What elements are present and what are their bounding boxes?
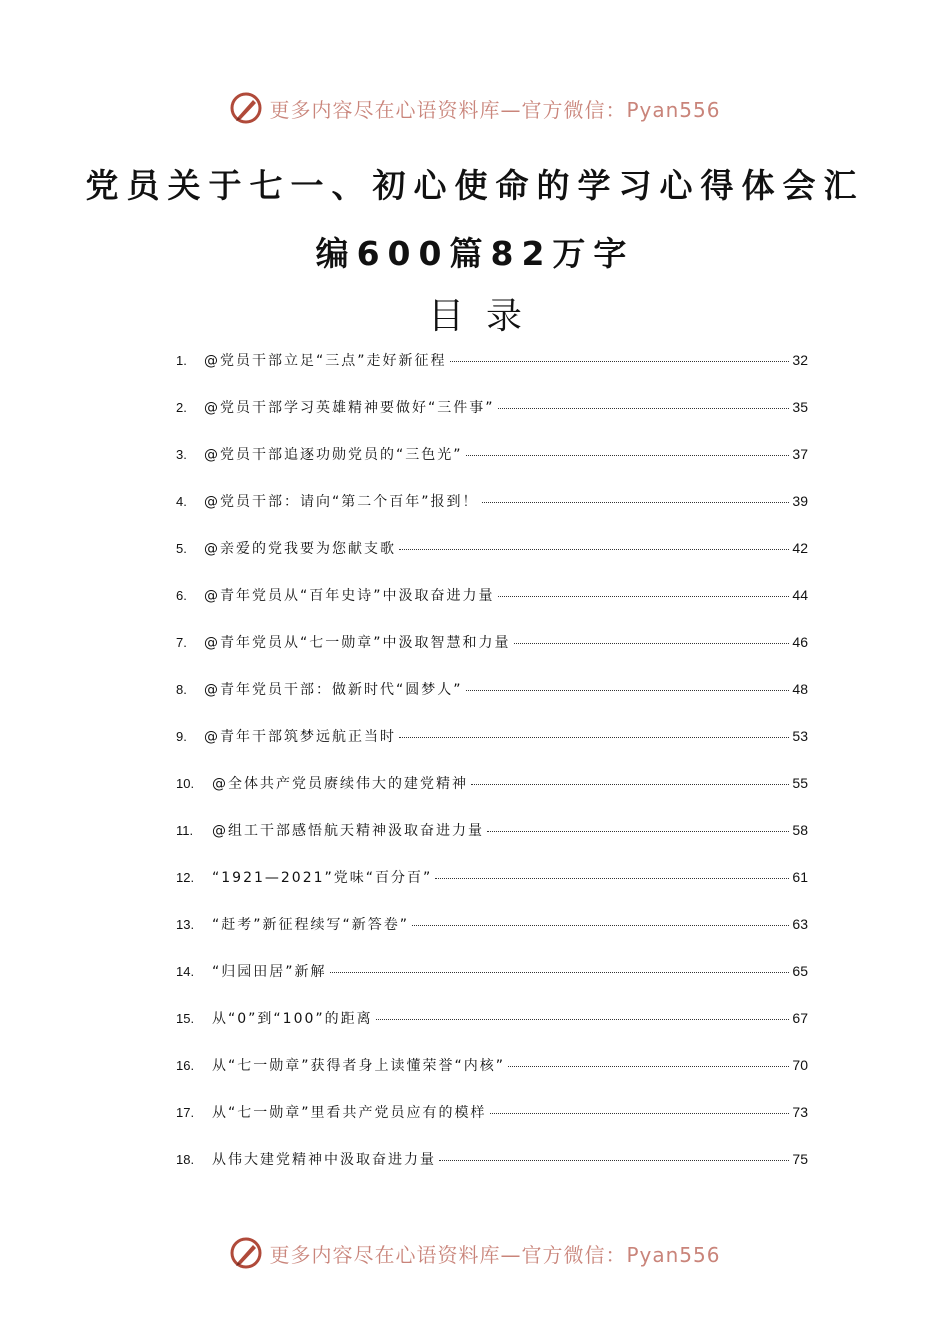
toc-entry-number: 10. — [176, 776, 195, 791]
toc-entry[interactable] — [176, 491, 808, 538]
toc-entry-title[interactable]: @党员干部立足“三点”走好新征程 — [204, 353, 447, 369]
toc-entry[interactable] — [176, 867, 808, 914]
table-of-contents — [176, 350, 808, 1196]
toc-entry-number: 16. — [176, 1058, 195, 1073]
toc-entry-title[interactable]: 从“七一勋章”获得者身上读懂荣誉“内核” — [212, 1058, 506, 1074]
toc-dot-leader — [376, 1019, 790, 1020]
toc-entry-title[interactable]: 从伟大建党精神中汲取奋进力量 — [212, 1152, 436, 1168]
toc-heading: 目录 — [427, 296, 544, 337]
pen-seal-logo-icon — [229, 1236, 263, 1270]
toc-dot-leader — [482, 502, 790, 503]
toc-entry-number: 18. — [176, 1152, 195, 1167]
toc-entry-page-number: 35 — [792, 399, 808, 415]
toc-entry[interactable] — [176, 632, 808, 679]
toc-entry-title[interactable]: @全体共产党员赓续伟大的建党精神 — [212, 776, 468, 792]
toc-entry-page-number: 53 — [792, 728, 808, 744]
toc-entry-page-number: 37 — [792, 446, 808, 462]
toc-entry-title[interactable]: @青年党员从“百年史诗”中汲取奋进力量 — [204, 588, 495, 604]
toc-dot-leader — [435, 878, 789, 879]
toc-entry-number: 15. — [176, 1011, 195, 1026]
toc-dot-leader — [514, 643, 790, 644]
pen-seal-logo-icon — [229, 91, 263, 125]
toc-entry-number: 17. — [176, 1105, 195, 1120]
toc-entry-page-number: 46 — [792, 634, 808, 650]
toc-entry[interactable] — [176, 1055, 808, 1102]
toc-entry-page-number: 42 — [792, 540, 808, 556]
toc-entry-number: 14. — [176, 964, 195, 979]
toc-entry-title[interactable]: 从“0”到“100”的距离 — [212, 1011, 373, 1027]
toc-entry-number: 7. — [176, 635, 187, 650]
toc-entry[interactable] — [176, 585, 808, 632]
toc-entry-page-number: 48 — [792, 681, 808, 697]
toc-dot-leader — [450, 361, 790, 362]
header-watermark-banner — [0, 88, 950, 128]
header-watermark-text: 更多内容尽在心语资料库—官方微信：Pyan556 — [269, 97, 721, 122]
toc-entry-number: 13. — [176, 917, 195, 932]
toc-entry[interactable] — [176, 914, 808, 961]
toc-entry[interactable] — [176, 726, 808, 773]
toc-entry[interactable] — [176, 397, 808, 444]
toc-entry-title[interactable]: @组工干部感悟航天精神汲取奋进力量 — [212, 823, 484, 839]
toc-dot-leader — [330, 972, 790, 973]
toc-entry[interactable] — [176, 1102, 808, 1149]
footer-watermark-text: 更多内容尽在心语资料库—官方微信：Pyan556 — [269, 1242, 721, 1267]
toc-entry-page-number: 32 — [792, 352, 808, 368]
footer-watermark-banner — [0, 1233, 950, 1273]
toc-entry-page-number: 55 — [792, 775, 808, 791]
toc-entry-title[interactable]: “赶考”新征程续写“新答卷” — [212, 917, 410, 933]
toc-entry[interactable] — [176, 773, 808, 820]
toc-entry-number: 9. — [176, 729, 187, 744]
toc-entry-page-number: 63 — [792, 916, 808, 932]
toc-entry-number: 1. — [176, 353, 187, 368]
toc-entry[interactable] — [176, 444, 808, 491]
toc-entry-page-number: 75 — [792, 1151, 808, 1167]
toc-dot-leader — [498, 408, 790, 409]
toc-entry-page-number: 67 — [792, 1010, 808, 1026]
toc-entry[interactable] — [176, 1008, 808, 1055]
toc-dot-leader — [399, 737, 789, 738]
toc-dot-leader — [490, 1113, 790, 1114]
toc-entry-title[interactable]: 从“七一勋章”里看共产党员应有的模样 — [212, 1105, 487, 1121]
toc-entry-title[interactable]: @青年党员从“七一勋章”中汲取智慧和力量 — [204, 635, 511, 651]
toc-dot-leader — [498, 596, 790, 597]
toc-dot-leader — [399, 549, 789, 550]
toc-entry-page-number: 58 — [792, 822, 808, 838]
toc-entry-title[interactable]: @青年党员干部：做新时代“圆梦人” — [204, 682, 463, 698]
toc-entry-number: 5. — [176, 541, 187, 556]
toc-entry-number: 8. — [176, 682, 187, 697]
toc-entry[interactable] — [176, 961, 808, 1008]
toc-entry-number: 2. — [176, 400, 187, 415]
toc-dot-leader — [439, 1160, 789, 1161]
toc-entry-page-number: 44 — [792, 587, 808, 603]
toc-entry-title[interactable]: @青年干部筑梦远航正当时 — [204, 729, 396, 745]
toc-entry[interactable] — [176, 538, 808, 585]
toc-entry-page-number: 65 — [792, 963, 808, 979]
toc-entry-page-number: 39 — [792, 493, 808, 509]
document-title-line-1: 党员关于七一、初心使命的学习心得体会汇 — [85, 166, 865, 205]
toc-dot-leader — [508, 1066, 789, 1067]
toc-entry-title[interactable]: @亲爱的党我要为您献支歌 — [204, 541, 396, 557]
toc-entry-title[interactable]: @党员干部：请向“第二个百年”报到！ — [204, 494, 479, 510]
document-title-line-2: 编600篇82万字 — [315, 234, 635, 273]
toc-dot-leader — [487, 831, 789, 832]
toc-dot-leader — [412, 925, 789, 926]
toc-entry[interactable] — [176, 1149, 808, 1196]
toc-entry[interactable] — [176, 350, 808, 397]
toc-entry-title[interactable]: @党员干部学习英雄精神要做好“三件事” — [204, 400, 495, 416]
toc-entry-number: 11. — [176, 823, 194, 838]
toc-entry[interactable] — [176, 820, 808, 867]
toc-entry[interactable] — [176, 679, 808, 726]
toc-entry-number: 4. — [176, 494, 187, 509]
toc-entry-page-number: 73 — [792, 1104, 808, 1120]
toc-entry-number: 6. — [176, 588, 187, 603]
toc-entry-number: 3. — [176, 447, 187, 462]
toc-entry-page-number: 61 — [792, 869, 808, 885]
toc-entry-number: 12. — [176, 870, 195, 885]
toc-entry-title[interactable]: “归园田居”新解 — [212, 964, 327, 980]
toc-dot-leader — [466, 455, 790, 456]
toc-dot-leader — [466, 690, 790, 691]
toc-entry-page-number: 70 — [792, 1057, 808, 1073]
toc-dot-leader — [471, 784, 789, 785]
toc-entry-title[interactable]: “1921—2021”党味“百分百” — [212, 870, 433, 886]
toc-entry-title[interactable]: @党员干部追逐功勋党员的“三色光” — [204, 447, 463, 463]
